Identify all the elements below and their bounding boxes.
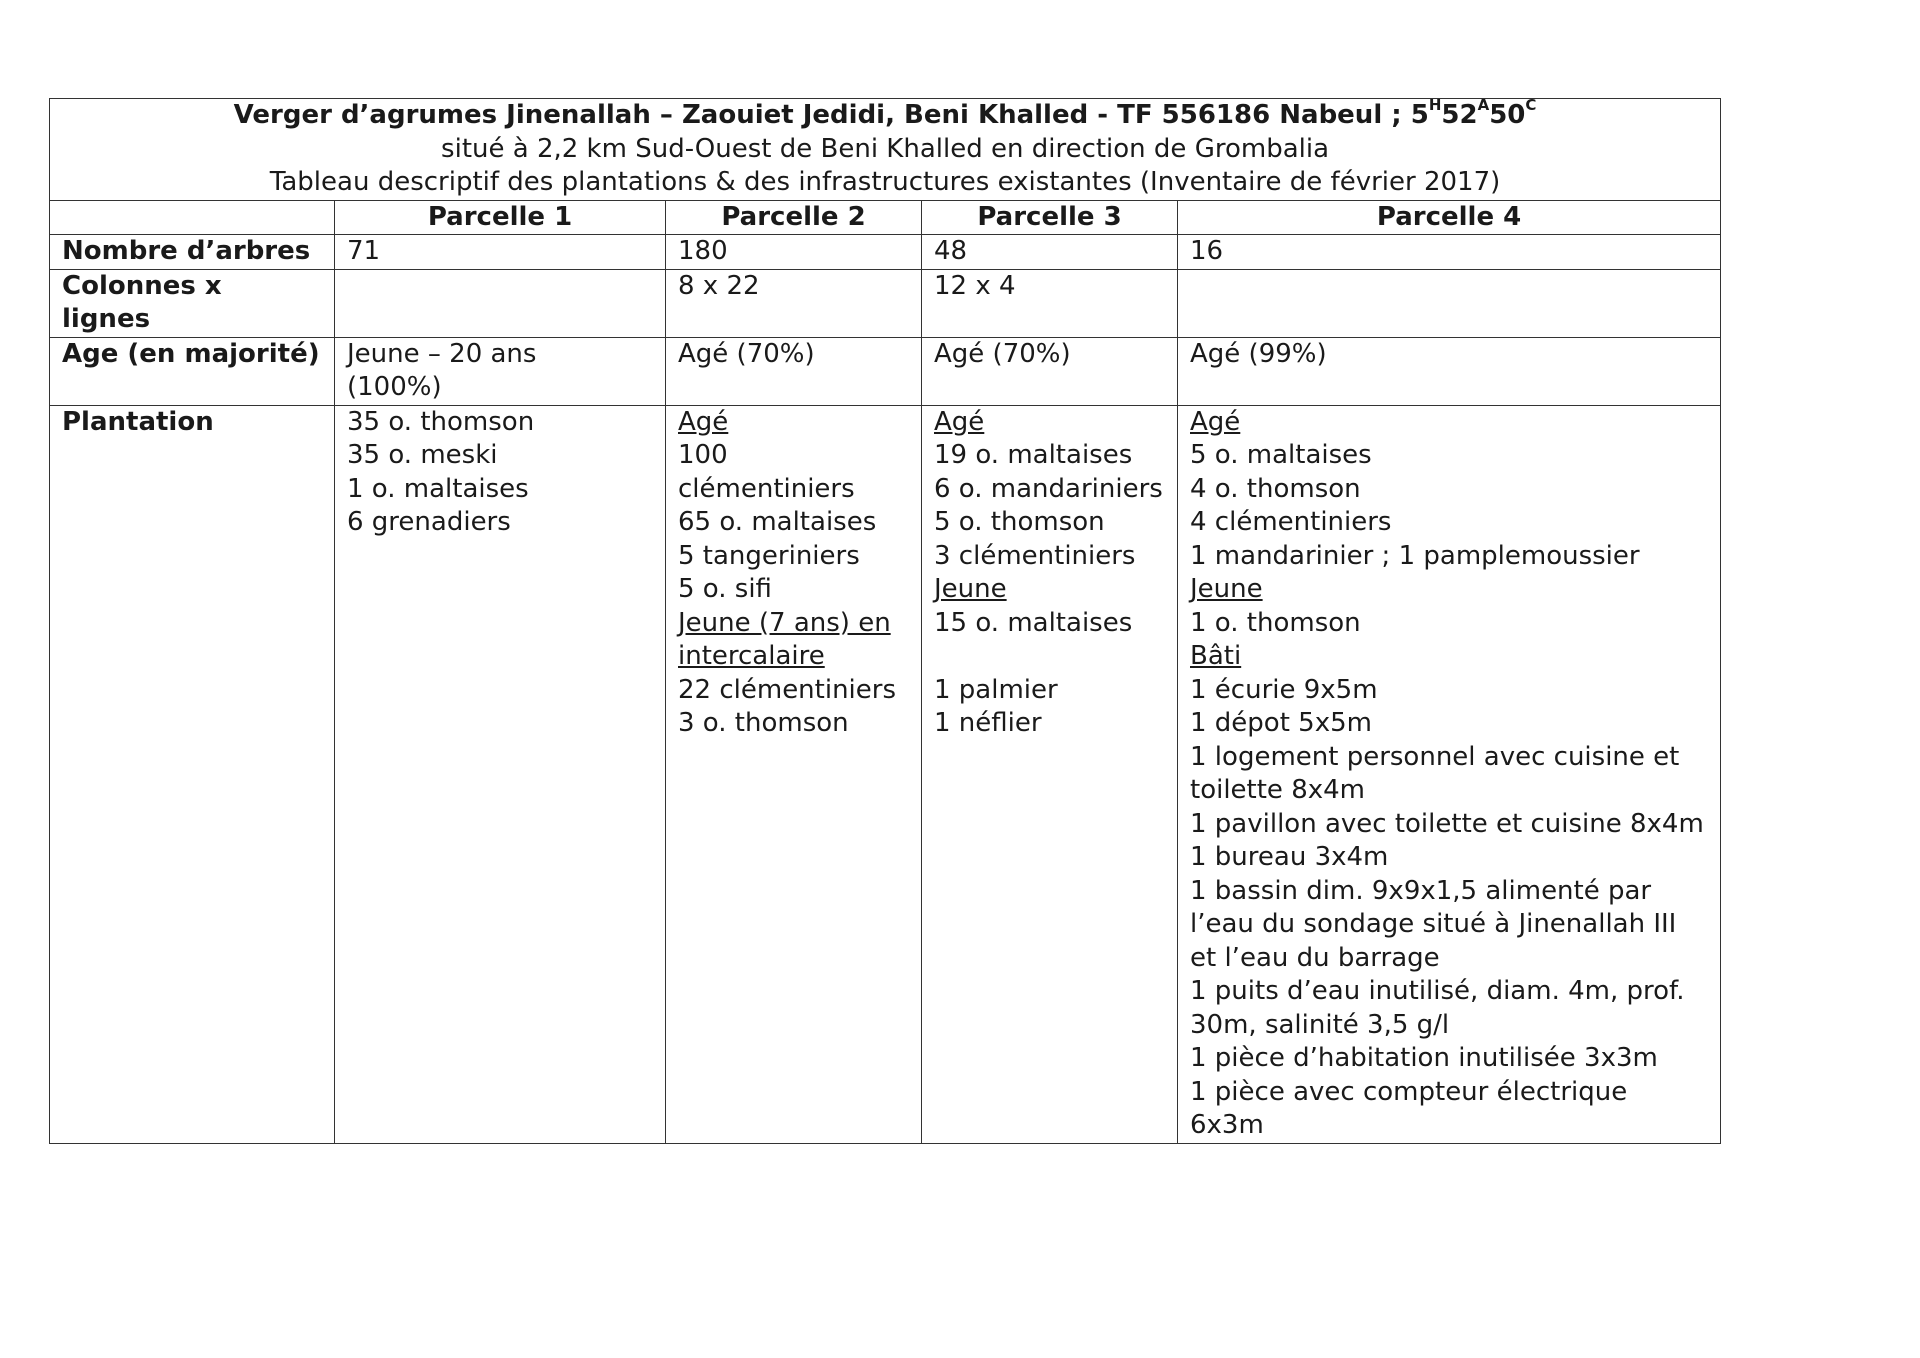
column-header: Parcelle 4 [1178,200,1721,235]
table-cell: 48 [922,235,1178,270]
document-title: Verger d’agrumes Jinenallah – Zaouiet Jedidi, Beni Khalled - TF 556186 Nabeul ; $5^H52^A50^C$ [233,96,1537,130]
list-item: 1 o. thomson [1190,607,1361,638]
column-header: Parcelle 2 [666,200,922,235]
table-cell: 180 [666,235,922,270]
table-cell [335,269,666,337]
list-item: 4 clémentiniers [1190,507,1392,537]
table-cell: Agé (70%) [922,337,1178,405]
list-item: 35 o. thomson [347,406,535,437]
list-item: 1 bureau 3x4m [1190,842,1389,872]
list-item: 5 tangeriniers [678,540,860,571]
list-item: 5 o. maltaises [1190,440,1372,470]
section-heading-jeune: Jeune (7 ans) en intercalaire [678,607,891,671]
table-cell [1178,269,1721,337]
list-item: 1 pavillon avec toilette et cuisine 8x4m [1190,808,1704,839]
section-heading-age: Agé [934,406,985,437]
list-item: 1 o. maltaises [347,473,529,504]
plantation-cell-parcelle-3 [922,405,1178,1143]
section-heading-jeune: Jeune [934,574,1007,604]
list-item: 22 clémentiniers [678,674,897,705]
section-heading-age: Agé [678,406,729,437]
row-header: Colonnes x lignes [50,269,335,337]
list-item: 1 néflier [934,708,1042,738]
corner-cell [50,200,335,235]
list-item: 3 o. thomson [678,708,849,738]
list-item: 1 bassin dim. 9x9x1,5 alimenté par l’eau du sondage situé à Jinenallah III et l’eau du barrage [1190,875,1677,973]
document-caption: Tableau descriptif des plantations & des infrastructures existantes (Inventaire de février 2017) [269,167,1501,197]
column-header: Parcelle 3 [922,200,1178,235]
list-item: 35 o. meski [347,440,498,470]
table-cell: Agé (70%) [666,337,922,405]
list-item: 4 o. thomson [1190,473,1361,504]
row-age [50,337,1721,405]
section-heading-bati: Bâti [1190,641,1242,671]
list-item: 1 palmier [934,674,1058,705]
list-item: 15 o. maltaises [934,607,1133,638]
row-header: Plantation [50,405,335,1143]
list-item: 5 o. thomson [934,507,1105,537]
table-cell: 71 [335,235,666,270]
row-colonnes-lignes [50,269,1721,337]
list-item: 100 clémentiniers [678,440,855,504]
row-header: Age (en majorité) [50,337,335,405]
blank-line [934,640,1165,674]
list-item: 5 o. sifi [678,574,772,604]
table-cell: Agé (99%) [1178,337,1721,405]
list-item: 6 grenadiers [347,507,511,537]
column-header-row [50,200,1721,235]
list-item: 1 mandarinier ; 1 pamplemoussier [1190,540,1640,571]
list-item: 6 o. mandariniers [934,473,1163,504]
table-cell: 16 [1178,235,1721,270]
list-item: 1 dépot 5x5m [1190,708,1372,738]
section-heading-jeune: Jeune [1190,574,1263,604]
column-header: Parcelle 1 [335,200,666,235]
list-item: 3 clémentiniers [934,540,1136,571]
table-cell: 12 x 4 [922,269,1178,337]
plantation-cell-parcelle-2 [666,405,922,1143]
row-nombre-arbres [50,235,1721,270]
plantation-cell-parcelle-4 [1178,405,1721,1143]
section-heading-age: Agé [1190,406,1241,437]
title-row [50,99,1721,201]
list-item: 1 logement personnel avec cuisine et toilette 8x4m [1190,741,1680,805]
list-item: 1 écurie 9x5m [1190,674,1378,705]
list-item: 1 pièce avec compteur électrique 6x3m [1190,1076,1628,1140]
title-cell [50,96,1721,201]
list-item: 1 puits d’eau inutilisé, diam. 4m, prof. 30m, salinité 3,5 g/l [1190,976,1685,1040]
table-cell: 8 x 22 [666,269,922,337]
row-plantation [50,405,1721,1143]
document-subtitle: situé à 2,2 km Sud-Ouest de Beni Khalled en direction de Grombalia [441,133,1330,164]
table-cell: Jeune – 20 ans (100%) [335,337,666,405]
list-item: 65 o. maltaises [678,507,877,537]
list-item: 19 o. maltaises [934,440,1133,470]
plantation-cell-parcelle-1 [335,405,666,1143]
list-item: 1 pièce d’habitation inutilisée 3x3m [1190,1043,1658,1073]
row-header: Nombre d’arbres [50,235,335,270]
inventory-table [49,98,1721,1144]
